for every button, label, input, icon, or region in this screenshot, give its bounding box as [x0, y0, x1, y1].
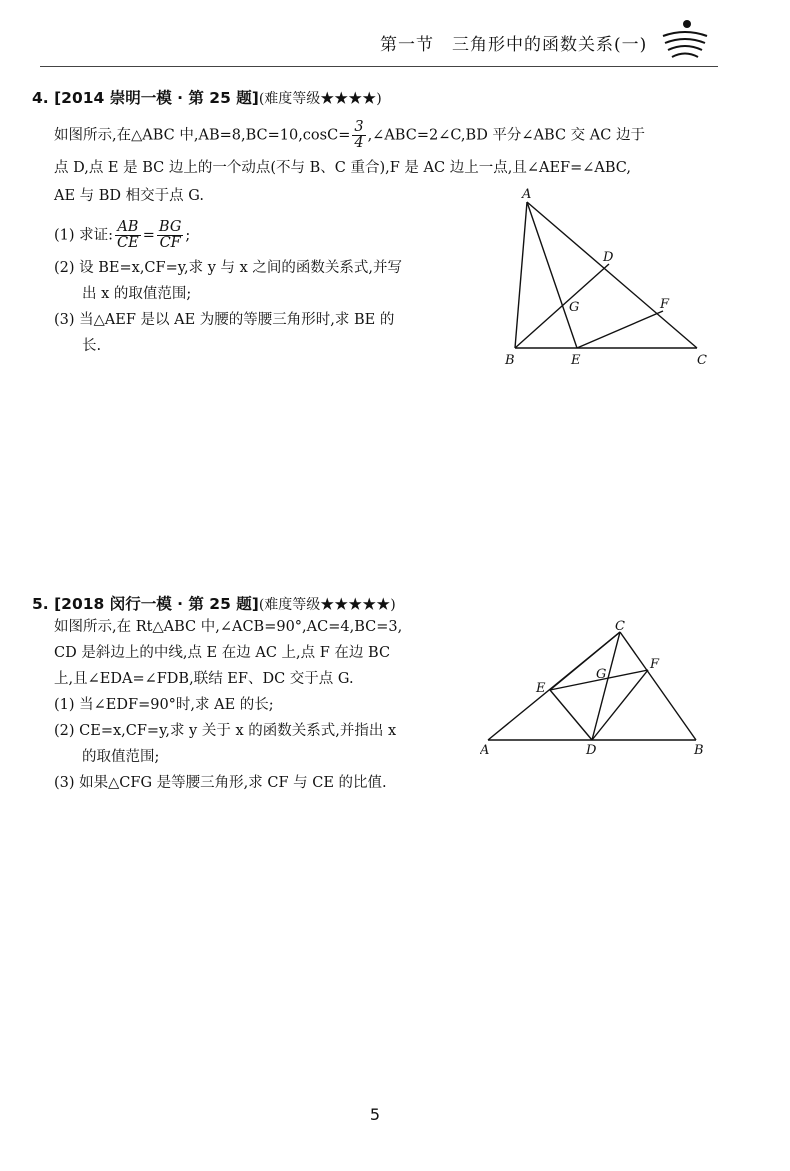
q5-part-2-cont: 的取值范围; — [82, 749, 160, 765]
question-5-heading: 5. [2018 闵行一模 · 第 25 题](难度等级★★★★★) — [32, 595, 396, 613]
q5-line-2: CD 是斜边上的中线,点 E 在边 AC 上,点 F 在边 BC — [54, 645, 391, 661]
label-E: E — [536, 681, 546, 696]
header-rule — [40, 66, 718, 67]
segment-EC-part — [550, 632, 620, 690]
label-A: A — [522, 187, 532, 202]
segment-DE — [550, 690, 592, 740]
label-B: B — [505, 353, 515, 368]
label-D: D — [586, 743, 597, 758]
section-title: 第一节 三角形中的函数关系(一) — [380, 35, 648, 55]
q4-part-2: (2) 设 BE=x,CF=y,求 y 与 x 之间的函数关系式,并写 — [54, 260, 403, 276]
q5-line-1: 如图所示,在 Rt△ABC 中,∠ACB=90°,AC=4,BC=3, — [54, 619, 403, 635]
label-F: F — [650, 657, 660, 672]
q4-line-1: 如图所示,在△ABC 中,AB=8,BC=10,cosC= $\frac{3}{4}$ ,∠ABC=2∠C,BD 平分∠ABC 交 AC 边于 — [54, 119, 645, 151]
q5-line-3: 上,且∠EDA=∠FDB,联结 EF、DC 交于点 G. — [54, 671, 354, 687]
book-logo — [655, 14, 715, 64]
q5-part-3: (3) 如果△CFG 是等腰三角形,求 CF 与 CE 的比值. — [54, 775, 387, 791]
q4-line-3: AE 与 BD 相交于点 G. — [54, 188, 204, 204]
q5-part-1: (1) 当∠EDF=90°时,求 AE 的长; — [54, 697, 274, 713]
segment-BC — [620, 632, 696, 740]
label-D: D — [603, 250, 614, 265]
segment-AB — [515, 202, 527, 348]
label-C: C — [697, 353, 707, 368]
q5-part-2: (2) CE=x,CF=y,求 y 关于 x 的函数关系式,并指出 x — [54, 723, 397, 739]
label-C: C — [615, 619, 625, 634]
q4-part-3-cont: 长. — [82, 338, 102, 354]
segment-EF — [577, 311, 663, 348]
page-number: 5 — [369, 1105, 381, 1124]
label-E: E — [571, 353, 581, 368]
label-A: A — [480, 743, 490, 758]
label-G: G — [569, 300, 580, 315]
q4-part-2-cont: 出 x 的取值范围; — [82, 286, 192, 302]
label-G: G — [596, 667, 607, 682]
segment-CD — [592, 632, 620, 740]
q4-line-2: 点 D,点 E 是 BC 边上的一个动点(不与 B、C 重合),F 是 AC 边上一点,且∠AEF=∠ABC, — [54, 160, 631, 176]
question-4-heading: 4. [2014 崇明一模 · 第 25 题](难度等级★★★★) — [32, 89, 382, 107]
label-F: F — [660, 297, 670, 312]
q4-figure — [495, 186, 725, 376]
cos-fraction: $\frac{3}{4}$ — [354, 119, 364, 151]
q4-part-1: (1) 求证: $\frac{AB}{CE}$ = $\frac{BG}{CF}$ ; — [54, 219, 191, 251]
q5-figure — [480, 618, 720, 763]
q4-part-3: (3) 当△AEF 是以 AE 为腰的等腰三角形时,求 BE 的 — [54, 312, 395, 328]
label-B: B — [694, 743, 704, 758]
